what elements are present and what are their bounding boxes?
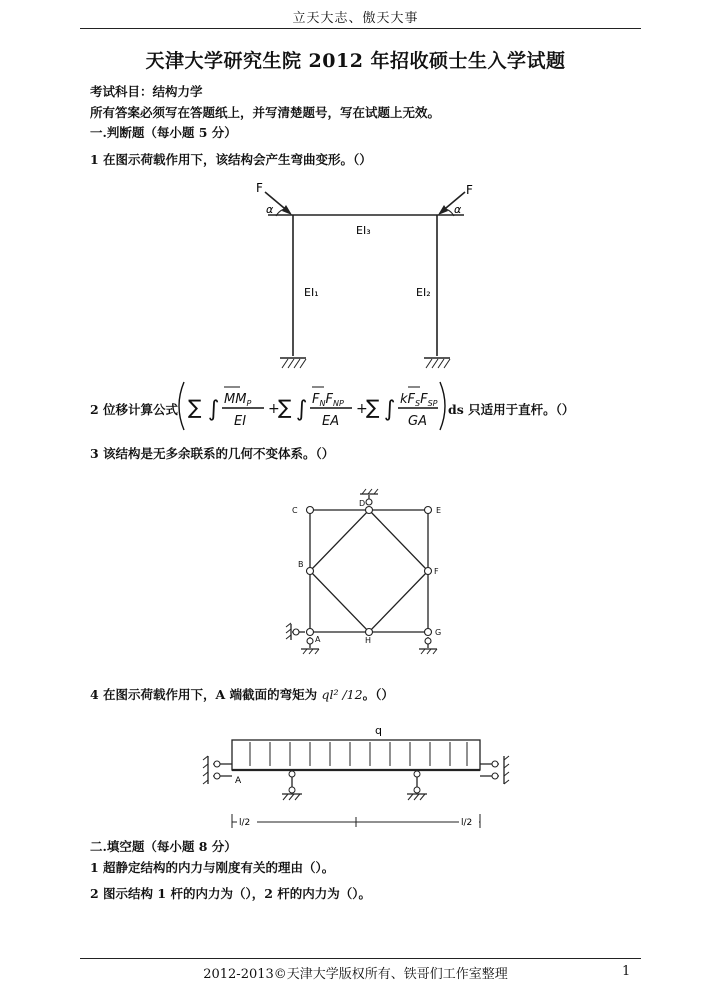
q1-label-alpha-left: α xyxy=(266,203,274,216)
header-motto: 立天大志、傲天大事 xyxy=(292,11,419,26)
q1-label-F-left: F xyxy=(256,181,263,195)
node-label-H: H xyxy=(365,636,372,645)
node-label-B: B xyxy=(298,560,304,569)
question-3-text: 3 该结构是无多余联系的几何不变体系。（） xyxy=(90,446,335,461)
q1-label-EI2: EI₂ xyxy=(416,286,431,299)
q3-truss-figure xyxy=(280,485,455,657)
exam-notice: 所有答案必须写在答题纸上，并写清楚题号，写在试题上无效。 xyxy=(90,105,441,120)
node-label-A: A xyxy=(315,635,321,644)
question-4-text: 4 在图示荷载作用下，A 端截面的弯矩为 ql² /12。（） xyxy=(90,687,394,702)
q1-frame-figure xyxy=(240,178,480,373)
svg-text:∫: ∫ xyxy=(384,397,396,422)
header-rule xyxy=(80,28,641,29)
footer-rule xyxy=(80,958,641,959)
formula-left-paren xyxy=(179,382,184,430)
svg-text:∑: ∑ xyxy=(188,395,202,419)
fill-question-2: 2 图示结构 1 杆的内力为（），2 杆的内力为（）。 xyxy=(90,886,372,901)
q2-displacement-formula xyxy=(172,378,472,434)
distributed-load-block xyxy=(232,740,480,770)
q4-dim-right: l/2 xyxy=(461,818,473,828)
question-2-prefix: 2 位移计算公式 xyxy=(90,402,179,417)
svg-text:kFSFSP: $kF_SF_{SP}$ xyxy=(400,392,438,408)
svg-text:MMP: $MM_P$ xyxy=(224,392,252,408)
svg-text:∑: ∑ xyxy=(278,395,292,419)
svg-text:EA: EA xyxy=(322,414,340,429)
svg-text:+: + xyxy=(268,401,280,417)
svg-text:+: + xyxy=(356,401,368,417)
svg-text:FNFNP: $F_NF_{NP}$ xyxy=(312,392,344,408)
node-label-E: E xyxy=(436,506,442,515)
fill-question-1: 1 超静定结构的内力与刚度有关的理由（）。 xyxy=(90,860,335,875)
node-label-C: C xyxy=(292,506,298,515)
exam-subject: 考试科目：结构力学 xyxy=(90,84,203,99)
svg-text:EI: EI xyxy=(234,414,247,429)
question-1-text: 1 在图示荷载作用下，该结构会产生弯曲变形。（） xyxy=(90,152,372,167)
node-label-F: F xyxy=(434,567,439,576)
q1-label-F-right: F xyxy=(466,183,473,197)
formula-right-paren xyxy=(440,382,445,430)
q4-label-A: A xyxy=(235,776,242,786)
svg-text:∫: ∫ xyxy=(296,397,308,422)
q4-moment-expression: ql² /12 xyxy=(321,687,363,702)
page-title: 天津大学研究生院 2012 年招收硕士生入学试题 xyxy=(145,50,566,72)
footer-text: 2012-2013©天津大学版权所有、铁哥们工作室整理 xyxy=(203,967,508,982)
section2-heading: 二.填空题（每小题 8 分） xyxy=(90,839,237,854)
svg-text:GA: GA xyxy=(408,414,427,429)
svg-text:∫: ∫ xyxy=(208,397,220,422)
question-2-suffix: ds 只适用于直杆。（） xyxy=(448,402,575,417)
q4-label-q: q xyxy=(375,724,382,737)
page-number: 1 xyxy=(622,964,631,979)
section1-heading: 一.判断题（每小题 5 分） xyxy=(90,125,237,140)
q1-label-EI3: EI₃ xyxy=(356,224,371,237)
node-label-D: D xyxy=(359,499,366,508)
svg-text:∑: ∑ xyxy=(366,395,380,419)
q4-beam-figure xyxy=(195,722,525,832)
q1-label-alpha-right: α xyxy=(454,203,462,216)
node-label-G: G xyxy=(435,628,442,637)
q4-dim-left: l/2 xyxy=(239,818,251,828)
q1-label-EI1: EI₁ xyxy=(304,286,319,299)
